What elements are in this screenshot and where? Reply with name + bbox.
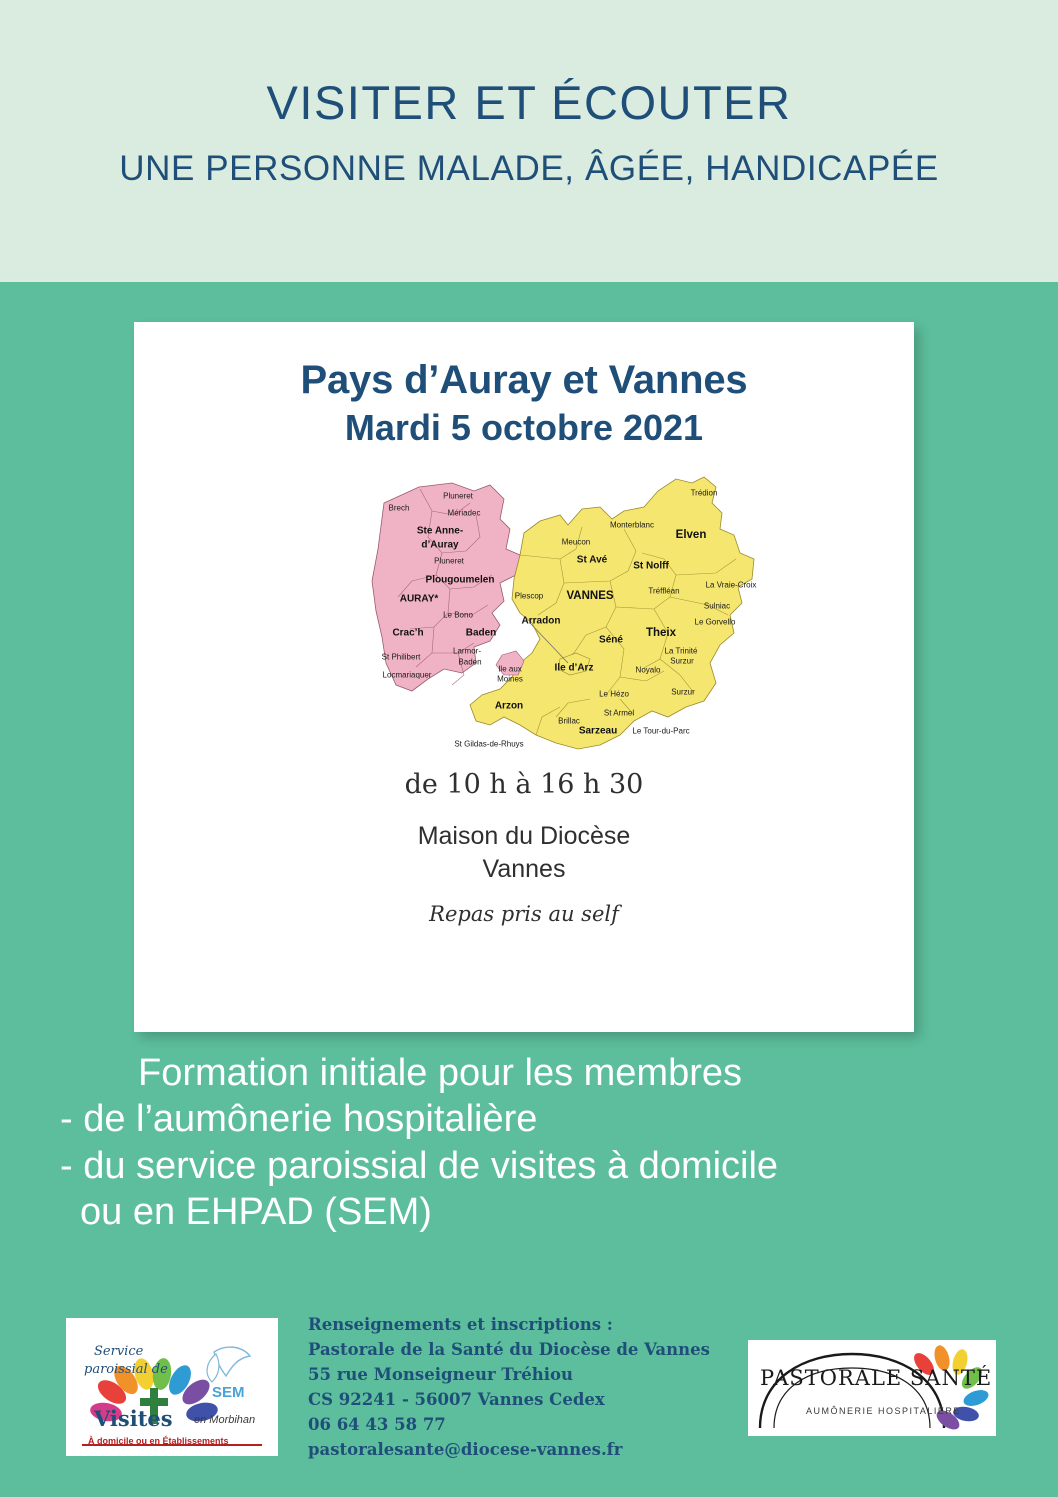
page-title: VISITER ET ÉCOUTER (266, 76, 792, 129)
map-label: Brech (388, 503, 410, 513)
map-label: Larmor- (452, 646, 482, 656)
contact-line-4: CS 92241 - 56007 Vannes Cedex (308, 1390, 605, 1410)
logo-pastorale-line-2: AUMÔNERIE HOSPITALIÈRE (806, 1406, 961, 1416)
map-label: Ste Anne- (416, 525, 464, 537)
map-label: Trédion (690, 488, 718, 498)
map-label: Le Gorvello (694, 617, 736, 627)
logo-sem-line-4: en Morbihan (194, 1414, 256, 1426)
map-label: St Armel (603, 708, 635, 718)
map-label: d’Auray (421, 539, 459, 551)
map-svg (134, 463, 914, 763)
map-label: Noyalo (635, 665, 661, 675)
map-label: Moines (497, 674, 523, 684)
map-label: Arradon (521, 615, 561, 627)
logo-sem-line-3: Visites (94, 1406, 173, 1431)
event-note: Repas pris au self (429, 902, 619, 926)
map-label: Sulniac (703, 601, 731, 611)
logo-sem (66, 1318, 278, 1456)
map-label: Plougoumelen (425, 574, 495, 586)
map-label: La Trinité (664, 646, 698, 656)
map-label: Ile aux (498, 664, 522, 674)
map-label: St Nolff (633, 560, 669, 572)
contact-line-3: 55 rue Monseigneur Tréhiou (308, 1365, 573, 1385)
logo-sem-line-6: À domicile ou en Établissements (88, 1436, 229, 1446)
map-label: Pluneret (434, 556, 464, 566)
map-label: Le Tour-du-Parc (632, 726, 690, 736)
logo-pastorale-line-1: PASTORALE SANTÉ (760, 1366, 993, 1390)
map-label: Ile d’Arz (554, 662, 594, 674)
map-label: VANNES (566, 590, 614, 602)
event-date: Mardi 5 octobre 2021 (344, 407, 704, 448)
map-label: AURAY* (399, 593, 439, 605)
logo-sem-line-2: paroissial de (84, 1362, 168, 1377)
logo-sem-line-1: Service (94, 1344, 144, 1359)
contact-email[interactable]: pastoralesante@diocese-vannes.fr (308, 1440, 623, 1460)
event-hours: de 10 h à 16 h 30 (404, 769, 644, 800)
logo-sem-line-5: SEM (212, 1384, 245, 1401)
formation-block (60, 1050, 1010, 1235)
formation-line-4: ou en EHPAD (SEM) (80, 1191, 432, 1234)
map-label: Tréffléan (648, 586, 680, 596)
map-label: Brillac (558, 716, 580, 726)
contact-line-2: Pastorale de la Santé du Diocèse de Vannes (308, 1340, 710, 1360)
header-band (0, 0, 1058, 282)
event-card (134, 322, 914, 1032)
map-label: Pluneret (443, 491, 473, 501)
map-label: Locmariaquer (382, 670, 432, 680)
map-label: Surzur (671, 687, 695, 697)
contact-block (308, 1312, 710, 1462)
map-label: Crac’h (392, 627, 424, 639)
map-label: St Avé (576, 554, 608, 566)
map-label: Séné (599, 634, 623, 646)
contact-phone: 06 64 43 58 77 (308, 1415, 446, 1435)
map-label: La Vraie-Croix (705, 580, 757, 590)
map-label: Plescop (514, 591, 544, 601)
map-label: Surzur (670, 656, 694, 666)
map-label: Arzon (494, 700, 524, 712)
formation-line-3: - du service paroissial de visites à domicile (60, 1144, 779, 1187)
map-label: Le Hézo (599, 689, 629, 699)
map-label: Meucon (561, 537, 591, 547)
map-label: Elven (675, 529, 707, 541)
map-label: Mériadec (447, 508, 481, 518)
map-label: Baden (458, 657, 482, 667)
map-label: Monterblanc (609, 520, 655, 530)
map-label: Le Bono (443, 610, 473, 620)
event-place: Maison du Diocèse (417, 822, 631, 850)
map-label: Baden (465, 627, 497, 639)
logo-pastorale (748, 1340, 996, 1436)
map-label: Theix (645, 627, 677, 639)
formation-line-1: Formation initiale pour les membres (138, 1052, 743, 1094)
page-subtitle: UNE PERSONNE MALADE, ÂGÉE, HANDICAPÉE (119, 149, 939, 189)
map-label: St Gildas-de-Rhuys (454, 739, 524, 749)
map-label: Sarzeau (578, 725, 618, 737)
map-label: St Philibert (381, 652, 421, 662)
event-city: Vannes (482, 855, 566, 883)
event-region: Pays d’Auray et Vannes (300, 358, 748, 402)
contact-line-1: Renseignements et inscriptions : (308, 1315, 613, 1334)
map-morbihan (134, 463, 914, 763)
formation-line-2: - de l’aumônerie hospitalière (60, 1098, 538, 1141)
